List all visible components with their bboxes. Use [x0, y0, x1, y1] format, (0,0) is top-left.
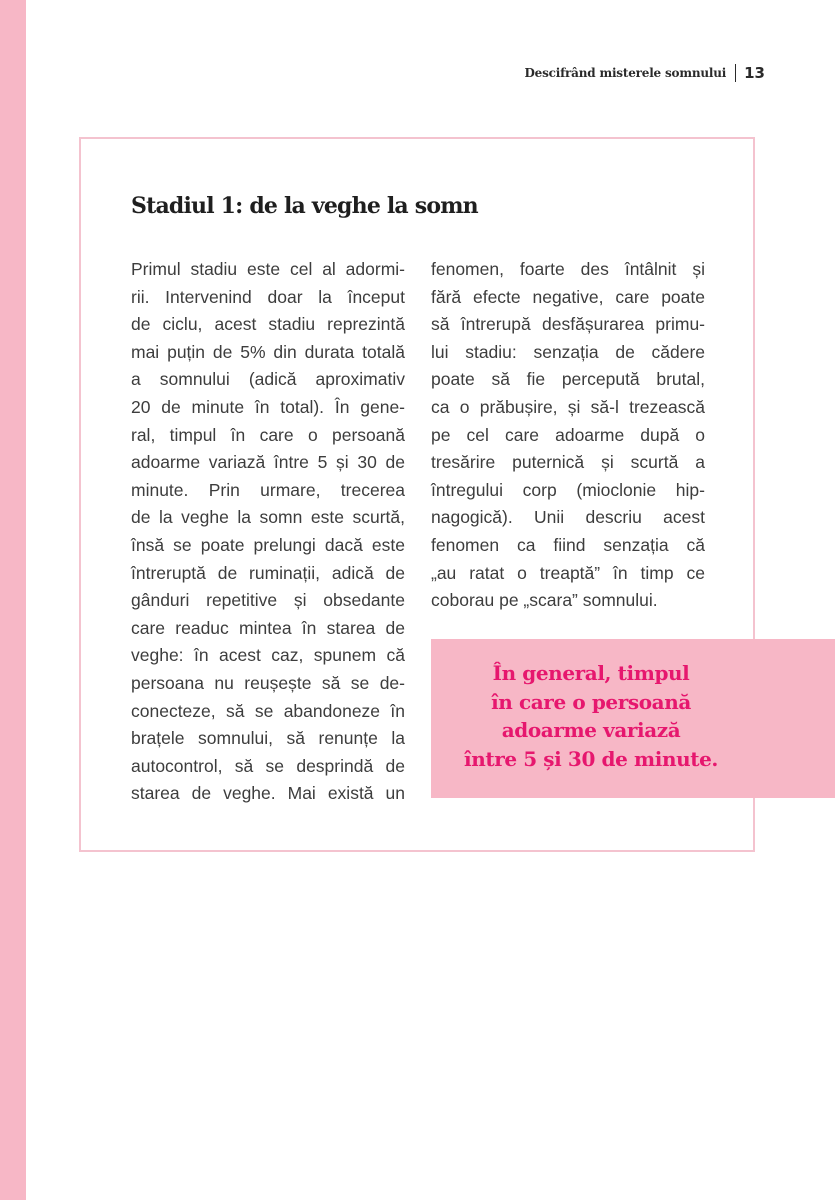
text-line: persoana nu reușește să se de-: [131, 672, 405, 693]
text-line: 20 de minute în total). În gene-: [131, 396, 405, 417]
text-line: care readuc mintea în starea de: [131, 617, 405, 638]
text-line: autocontrol, să se desprindă de: [131, 755, 405, 776]
text-line: însă se poate prelungi dacă este: [131, 534, 405, 555]
text-line: de la veghe la somn este scurtă,: [131, 507, 405, 528]
section-title: Stadiul 1: de la veghe la somn: [131, 193, 478, 219]
text-line: mai puțin de 5% din durata totală: [131, 341, 405, 362]
text-line: conecteze, să se abandoneze în: [131, 700, 405, 721]
text-line: întregului corp (mioclonie hip-: [431, 479, 705, 500]
text-line: poate să fie percepută brutal,: [431, 369, 705, 390]
pull-quote-line: adoarme variază: [501, 718, 681, 742]
text-line: „au ratat o treaptă” în timp ce: [431, 562, 705, 583]
text-line: minute. Prin urmare, trecerea: [131, 479, 405, 500]
text-line: să întrerupă desfășurarea primu-: [431, 314, 705, 335]
text-line: rii. Intervenind doar la început: [131, 286, 405, 307]
header-divider: [735, 64, 736, 82]
text-line: fără efecte negative, care poate: [431, 286, 705, 307]
text-line: pe cel care adoarme după o: [431, 424, 705, 445]
text-line: coborau pe „scara” somnului.: [431, 590, 658, 611]
text-line: a somnului (adică aproximativ: [131, 369, 405, 390]
text-line: nagogică). Unii descriu acest: [431, 507, 705, 528]
text-line: ral, timpul în care o persoană: [131, 424, 405, 445]
text-line: fenomen, foarte des întâlnit și: [431, 259, 705, 279]
pull-quote-line: între 5 și 30 de minute.: [464, 746, 718, 771]
pull-quote-line: În general, timpul: [492, 661, 690, 685]
text-line: de ciclu, acest stadiu reprezintă: [131, 314, 405, 335]
text-line: tresărire puternică și scurtă a: [431, 452, 705, 473]
text-line: gânduri repetitive și obsedante: [131, 590, 405, 611]
text-line: întreruptă de ruminații, adică de: [131, 562, 405, 583]
text-line: ca o prăbușire, și să-l trezească: [431, 396, 705, 417]
left-accent-band: [0, 0, 26, 1200]
pull-quote-box: [431, 639, 835, 798]
text-line: adoarme variază între 5 și 30 de: [131, 452, 405, 473]
text-line: brațele somnului, să renunțe la: [131, 728, 405, 749]
chapter-title: Descifrând misterele somnului: [524, 66, 727, 80]
text-line: lui stadiu: senzația de cădere: [431, 341, 705, 362]
page-number: 13: [744, 64, 765, 82]
pull-quote-text: [431, 659, 751, 773]
text-line: Primul stadiu este cel al adormi-: [131, 259, 405, 279]
pull-quote-line: în care o persoană: [491, 689, 691, 714]
text-line: veghe: în acest caz, spunem că: [131, 645, 405, 666]
text-line: fenomen ca fiind senzația că: [431, 534, 705, 555]
text-line: starea de veghe. Mai există un: [131, 783, 405, 804]
running-header: [524, 64, 765, 82]
body-column-right: [431, 256, 705, 615]
body-column-left: [131, 256, 405, 808]
